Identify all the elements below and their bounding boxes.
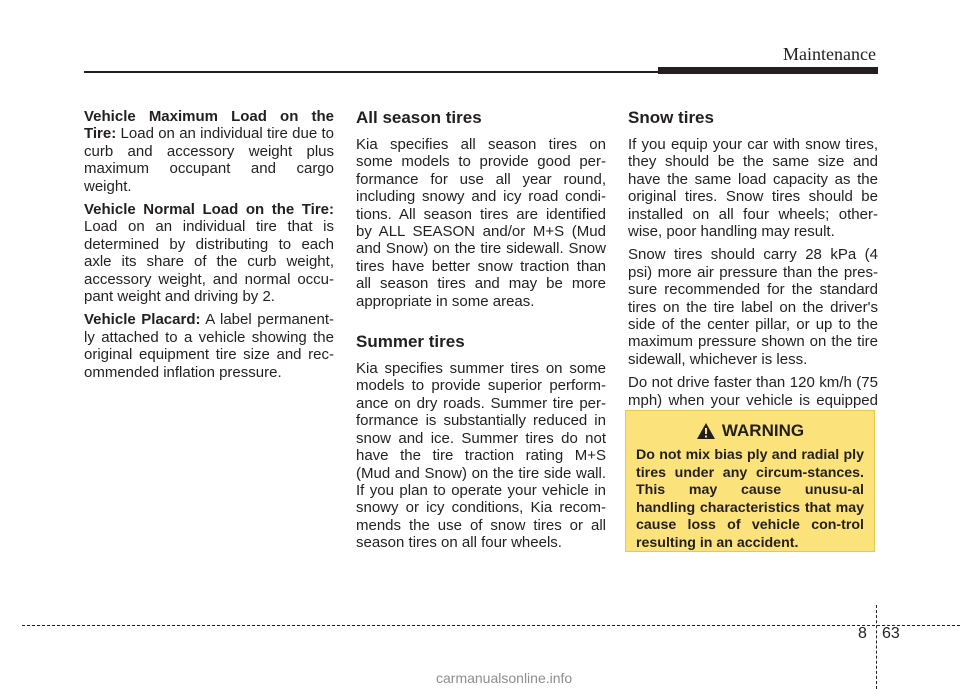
definition-text: Load on an individual tire due to curb and accessory weight plus maximum occupant and cargo weight.	[84, 125, 334, 195]
paragraph-snow-1: If you equip your car with snow tires, they should be the same size and have the same load capacity as the original tires. Snow tires should be installed on all four wheels; other-wise, poor handling may result.	[628, 136, 878, 241]
watermark[interactable]: carmanualsonline.info	[436, 670, 573, 686]
heading-summer: Summer tires	[356, 332, 465, 352]
term-normal-load: Vehicle Normal Load on the Tire:	[84, 201, 334, 219]
page-number: 63	[882, 625, 900, 642]
header-rule	[84, 71, 660, 73]
heading-snow: Snow tires	[628, 108, 714, 127]
heading-all-season: All season tires	[356, 108, 482, 127]
footer-page-divider	[876, 605, 877, 689]
header-bar	[658, 67, 878, 74]
chapter-number: 8	[858, 625, 867, 642]
definition-placard	[84, 311, 334, 381]
paragraph-snow-3: Do not drive faster than 120 km/h (75 mph) when your vehicle is equipped	[628, 374, 878, 409]
warning-triangle-icon	[696, 422, 716, 440]
term-max-load: Vehicle Maximum Load on the Tire:	[84, 108, 334, 143]
warning-title: WARNING	[721, 421, 805, 440]
paragraph-summer: Kia specifies summer tires on some models to provide superior perform-ance on dry roads. Summer tire per-formance is substantially reduced in snow and ice. Summer tires do not have the tire traction rating M+S (Mud and Snow) on the tire side wall. If you plan to operate your vehicle in snowy or icy conditions, Kia recom-mends the use of snow tires or all season tires on all four wheels.	[356, 360, 606, 552]
definition-text: A label permanent-ly attached to a vehicle showing the original equipment tire size and rec-ommended inflation pressure.	[84, 311, 334, 381]
term-placard: Vehicle Placard:	[84, 311, 201, 329]
footer-dashed-line	[22, 625, 960, 626]
warning-box	[625, 410, 875, 552]
definition-normal-load	[84, 201, 334, 305]
warning-text: Do not mix bias ply and radial ply tires under any circum-stances. This may cause unusu-al handling characteristics that may cause loss of vehicle con-trol resulting in an accident.	[636, 447, 864, 551]
section-title: Maintenance	[783, 44, 876, 64]
column-tire-types	[356, 108, 606, 558]
paragraph-snow-2: Snow tires should carry 28 kPa (4 psi) more air pressure than the pres-sure recommended for the standard tires on the tire label on the driver's side of the center pillar, or up to the maximum pressure shown on the tire sidewall, whichever is less.	[628, 246, 878, 368]
column-definitions	[84, 108, 334, 387]
definition-max-load	[84, 108, 334, 195]
definition-text: Load on an individual tire that is determined by distributing to each axle its share of the curb weight, accessory weight, and normal occu-pant weight and driving by 2.	[84, 218, 334, 306]
column-snow-tires	[628, 108, 878, 433]
warning-header	[636, 421, 864, 441]
paragraph-all-season: Kia specifies all season tires on some models to provide good per-formance for use all year round, including snowy and icy road condi-tions. All season tires are identified by ALL SEASON and/or M+S (Mud and Snow) on the tire sidewall. Snow tires have better snow traction than all season tires and may be more appropriate in some areas.	[356, 136, 606, 310]
